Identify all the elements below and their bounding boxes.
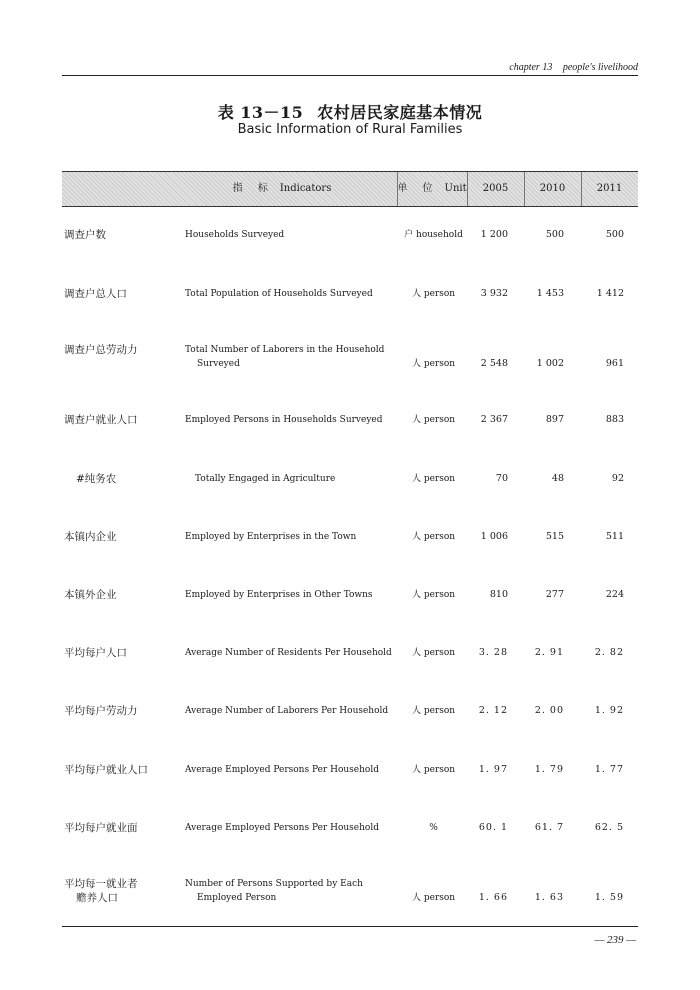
value-2005: 70	[495, 473, 508, 484]
value-2005: 2. 12	[478, 705, 508, 716]
row-unit: 人 person	[411, 765, 456, 775]
row-label-en: Totally Engaged in Agriculture	[195, 474, 336, 484]
row-label-en: Employed by Enterprises in the Town	[185, 532, 357, 542]
row-label-cn-line1: 平均每一就业者	[64, 878, 138, 890]
table-row	[62, 646, 638, 686]
row-label-cn: 本镇内企业	[64, 531, 117, 543]
row-label-en	[185, 877, 363, 905]
row-label-en-line1: Total Number of Laborers in the Household	[185, 345, 385, 355]
value-2011: 1. 77	[594, 764, 624, 775]
table-row	[62, 530, 638, 570]
value-2011: 511	[605, 531, 624, 542]
row-label-en: Average Employed Persons Per Household	[185, 765, 379, 775]
value-2011: 500	[605, 229, 624, 240]
value-2005: 2 548	[480, 358, 508, 369]
header-year-2011: 2011	[596, 183, 623, 194]
value-2010: 277	[545, 589, 564, 600]
row-unit: 人 person	[411, 289, 456, 299]
header-indicator-cn: 指 标	[232, 183, 274, 194]
top-rule	[62, 75, 638, 76]
value-2005: 3 932	[480, 288, 508, 299]
value-2010: 1 453	[536, 288, 564, 299]
table-row	[62, 704, 638, 744]
row-label-cn: 调查户就业人口	[64, 414, 138, 426]
row-label-en: Employed Persons in Households Surveyed	[185, 415, 383, 425]
value-2011: 961	[605, 358, 624, 369]
row-unit: 人 person	[411, 648, 456, 658]
table-row	[62, 413, 638, 453]
value-2011: 1. 59	[594, 892, 624, 903]
header-unit-en: Unit	[444, 183, 467, 194]
row-label-cn	[64, 877, 138, 905]
table-row	[62, 763, 638, 803]
row-label-en: Households Surveyed	[185, 230, 285, 240]
value-2010: 2. 00	[534, 705, 564, 716]
value-2011: 883	[605, 414, 624, 425]
table-title-cn-text: 农村居民家庭基本情况	[317, 103, 483, 122]
table-header	[62, 171, 638, 207]
table-title-cn	[0, 100, 700, 123]
row-label-en	[185, 343, 384, 371]
value-2005: 1 006	[480, 531, 508, 542]
row-label-cn: 本镇外企业	[64, 589, 117, 601]
running-head	[501, 62, 638, 73]
page-number: — 239 —	[594, 934, 636, 946]
running-head-chapter: chapter 13	[509, 62, 553, 73]
row-label-cn: 平均每户就业面	[64, 822, 138, 834]
row-label-cn: 调查户数	[64, 229, 106, 241]
header-unit-cn: 单 位	[397, 183, 439, 194]
row-unit: 人 person	[411, 359, 456, 369]
row-unit: 人 person	[411, 532, 456, 542]
value-2011: 224	[605, 589, 624, 600]
row-unit: 人 person	[411, 415, 456, 425]
table-title-en: Basic Information of Rural Families	[237, 122, 463, 137]
table-row	[62, 588, 638, 628]
value-2010: 500	[545, 229, 564, 240]
value-2010: 2. 91	[534, 647, 564, 658]
table-number: 表 13－15	[217, 103, 304, 122]
value-2010: 61. 7	[534, 822, 564, 833]
value-2005: 2 367	[480, 414, 508, 425]
row-label-en: Average Employed Persons Per Household	[185, 823, 379, 833]
running-head-section: people's livelihood	[562, 62, 638, 73]
row-label-cn: 平均每户就业人口	[64, 764, 148, 776]
header-unit	[397, 172, 467, 206]
row-label-cn: #纯务农	[76, 473, 117, 485]
row-unit: 户 household	[404, 230, 463, 240]
row-label-en-line2: Employed Person	[197, 893, 277, 903]
value-2005: 1 200	[480, 229, 508, 240]
row-label-cn: 调查户总劳动力	[64, 344, 138, 356]
header-indicator-en: Indicators	[279, 183, 332, 194]
value-2010: 48	[551, 473, 564, 484]
value-2011: 2. 82	[594, 647, 624, 658]
table-row	[62, 472, 638, 512]
row-label-en: Employed by Enterprises in Other Towns	[185, 590, 373, 600]
value-2005: 3. 28	[478, 647, 508, 658]
row-unit: %	[429, 823, 438, 833]
header-indicators	[162, 172, 402, 206]
table-row	[62, 877, 638, 917]
value-2011: 62. 5	[594, 822, 624, 833]
row-label-en: Total Population of Households Surveyed	[185, 289, 373, 299]
value-2010: 1. 63	[534, 892, 564, 903]
row-unit: 人 person	[411, 893, 456, 903]
value-2005: 1. 97	[478, 764, 508, 775]
row-label-en: Average Number of Laborers Per Household	[185, 706, 389, 716]
value-2011: 1 412	[596, 288, 624, 299]
value-2010: 897	[545, 414, 564, 425]
row-label-cn: 平均每户人口	[64, 647, 127, 659]
value-2010: 515	[545, 531, 564, 542]
row-label-cn: 平均每户劳动力	[64, 705, 138, 717]
row-unit: 人 person	[411, 590, 456, 600]
table-row	[62, 228, 638, 268]
table-row	[62, 287, 638, 327]
value-2010: 1. 79	[534, 764, 564, 775]
value-2011: 1. 92	[594, 705, 624, 716]
header-year-2005: 2005	[482, 183, 509, 194]
table-row	[62, 343, 638, 383]
row-unit: 人 person	[411, 706, 456, 716]
row-unit: 人 person	[411, 474, 456, 484]
header-year-2010: 2010	[539, 183, 566, 194]
value-2005: 1. 66	[478, 892, 508, 903]
row-label-en-line1: Number of Persons Supported by Each	[185, 879, 363, 889]
value-2005: 810	[489, 589, 508, 600]
row-label-cn: 调查户总人口	[64, 288, 127, 300]
value-2010: 1 002	[536, 358, 564, 369]
row-label-en: Average Number of Residents Per Household	[185, 648, 392, 658]
row-label-en-line2: Surveyed	[197, 359, 240, 369]
value-2005: 60. 1	[478, 822, 508, 833]
bottom-rule	[62, 926, 638, 927]
table-row	[62, 821, 638, 861]
value-2011: 92	[611, 473, 624, 484]
row-label-cn-line2: 赡养人口	[76, 892, 118, 904]
